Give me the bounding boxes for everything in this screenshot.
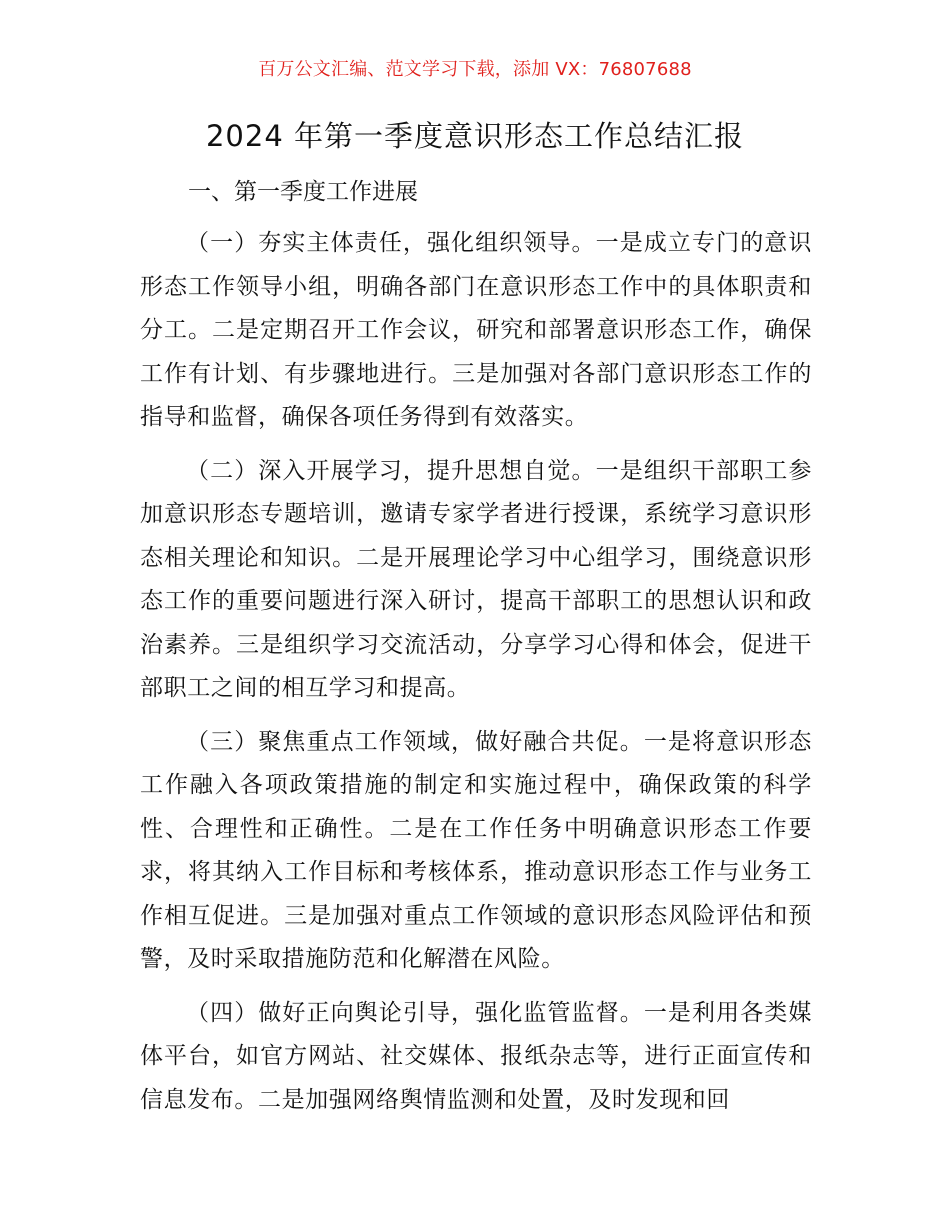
paragraph: （四）做好正向舆论引导，强化监管监督。一是利用各类媒体平台，如官方网站、社交媒体、报纸杂志等，进行正面宣传和信息发布。二是加强网络舆情监测和处置，及时发现和回 bbox=[140, 999, 812, 1113]
document-title: 2024 年第一季度意识形态工作总结汇报 bbox=[205, 119, 745, 153]
paragraph: （一）夯实主体责任，强化组织领导。一是成立专门的意识形态工作领导小组，明确各部门在意识形态工作中的具体职责和分工。二是定期召开工作会议，研究和部署意识形态工作，确保工作有计划、有步骤地进行。三是加强对各部门意识形态工作的指导和监督，确保各项任务得到有效落实。 bbox=[140, 230, 812, 430]
header-watermark: 百万公文汇编、范文学习下载，添加 VX：76807688 bbox=[258, 59, 692, 80]
document-body bbox=[140, 222, 812, 1132]
section-heading: 一、第一季度工作进展 bbox=[188, 179, 418, 205]
paragraph: （二）深入开展学习，提升思想自觉。一是组织干部职工参加意识形态专题培训，邀请专家学者进行授课，系统学习意识形态相关理论和知识。二是开展理论学习中心组学习，围绕意识形态工作的重要问题进行深入研讨，提高干部职工的思想认识和政治素养。三是组织学习交流活动，分享学习心得和体会，促进干部职工之间的相互学习和提高。 bbox=[140, 457, 812, 701]
paragraph: （三）聚焦重点工作领域，做好融合共促。一是将意识形态工作融入各项政策措施的制定和实施过程中，确保政策的科学性、合理性和正确性。二是在工作任务中明确意识形态工作要求，将其纳入工作目标和考核体系，推动意识形态工作与业务工作相互促进。三是加强对重点工作领域的意识形态风险评估和预警，及时采取措施防范和化解潜在风险。 bbox=[140, 728, 812, 972]
